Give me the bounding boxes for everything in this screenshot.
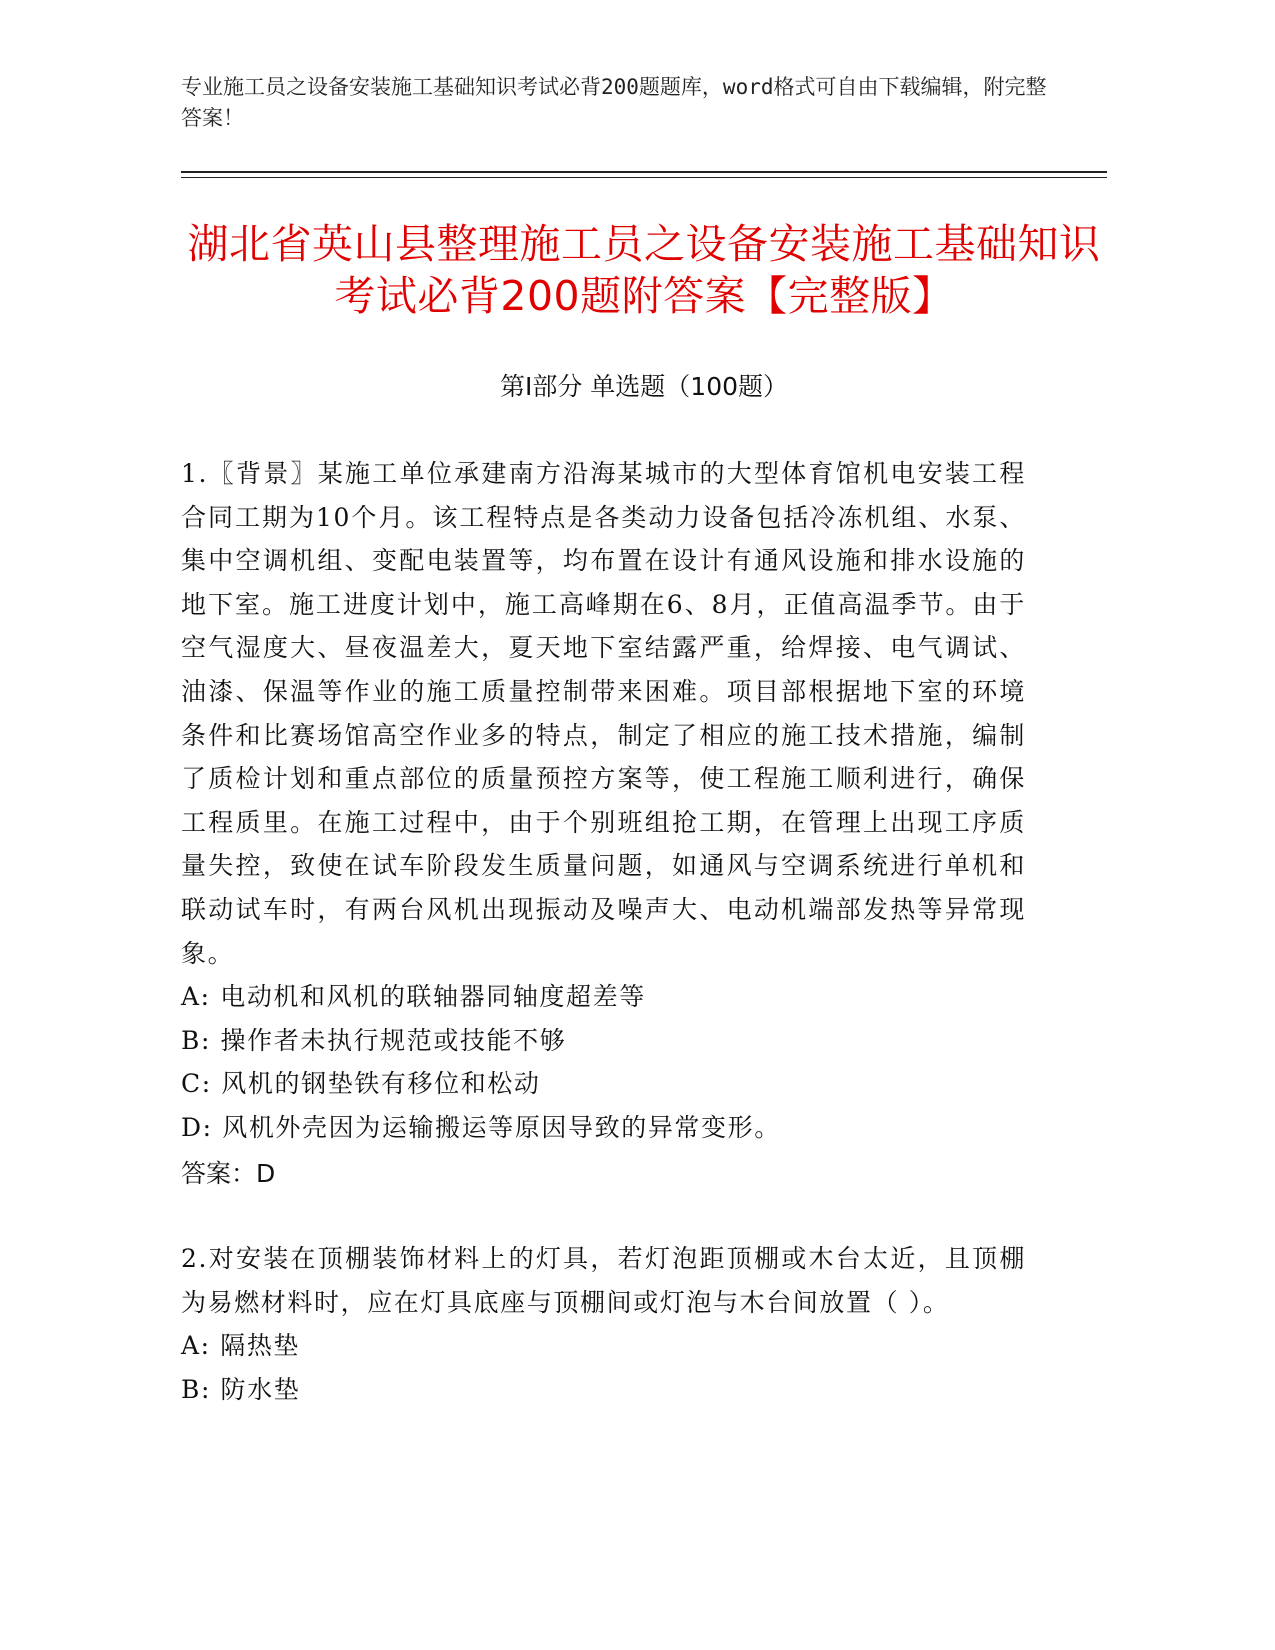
section-title: 第Ⅰ部分 单选题（100题） [499, 372, 789, 401]
question-1 [181, 452, 1026, 1195]
header-note: 专业施工员之设备安装施工基础知识考试必背200题题库，word格式可自由下载编辑，附完整答案！ [181, 75, 1047, 130]
question-stem: 2.对安装在顶棚装饰材料上的灯具，若灯泡距顶棚或木台太近，且顶棚为易燃材料时，应在灯具底座与顶棚间或灯泡与木台间放置（ ）。 [181, 1244, 1026, 1317]
option-a: A: 电动机和风机的联轴器同轴度超差等 [181, 982, 646, 1012]
question-stem: 1.〖背景〗某施工单位承建南方沿海某城市的大型体育馆机电安装工程合同工期为10个月。该工程特点是各类动力设备包括冷冻机组、水泵、集中空调机组、变配电装置等，均布置在设计有通风设施和排水设施的地下室。施工进度计划中，施工高峰期在6、8月，正值高温季节。由于空气湿度大、昼夜温差大，夏天地下室结露严重，给焊接、电气调试、油漆、保温等作业的施工质量控制带来困难。项目部根据地下室的环境条件和比赛场馆高空作业多的特点，制定了相应的施工技术措施，编制了质检计划和重点部位的质量预控方案等，使工程施工顺利进行，确保工程质里。在施工过程中，由于个别班组抢工期，在管理上出现工序质量失控，致使在试车阶段发生质量问题，如通风与空调系统进行单机和联动试车时，有两台风机出现振动及噪声大、电动机端部发热等异常现象。 [181, 459, 1026, 968]
header-divider-thick [181, 171, 1107, 173]
option-c: C: 风机的钢垫铁有移位和松动 [181, 1069, 541, 1099]
question-2 [181, 1237, 1026, 1411]
option-b: B: 防水垫 [181, 1374, 301, 1404]
header-divider-thin [181, 177, 1107, 178]
option-b: B: 操作者未执行规范或技能不够 [181, 1025, 567, 1055]
option-d: D: 风机外壳因为运输搬运等原因导致的异常变形。 [181, 1112, 781, 1142]
document-title: 湖北省英山县整理施工员之设备安装施工基础知识考试必背200题附答案【完整版】 [187, 220, 1101, 320]
option-a: A: 隔热垫 [181, 1331, 301, 1361]
answer-label: 答案：D [181, 1158, 276, 1188]
